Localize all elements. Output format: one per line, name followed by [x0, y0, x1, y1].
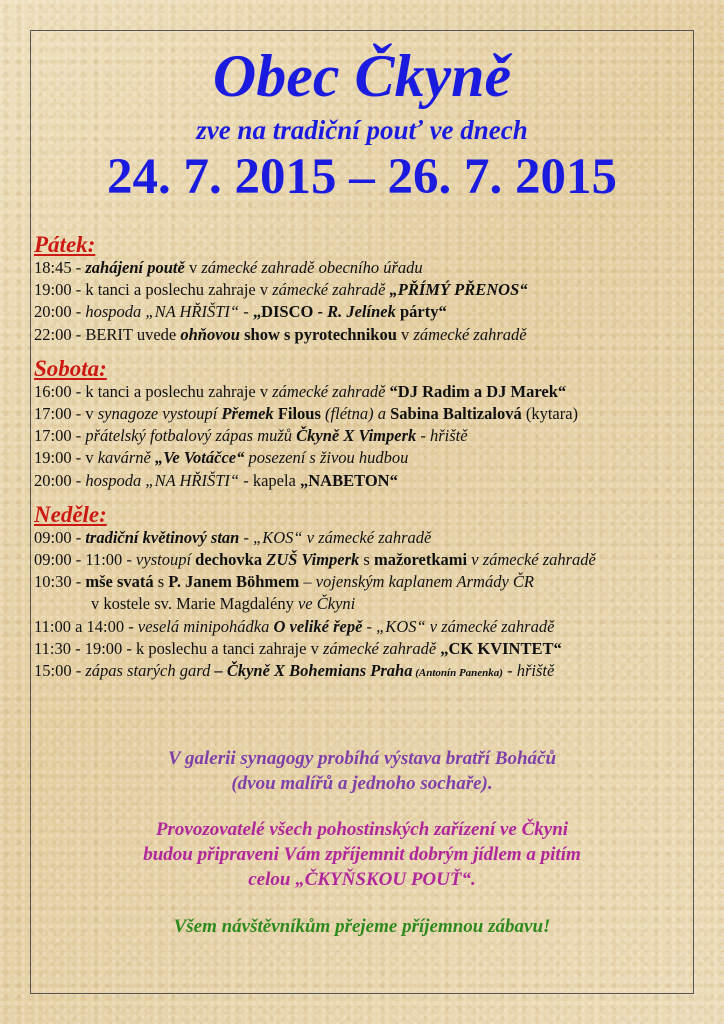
- program-text: mše svatá: [85, 572, 154, 592]
- program-text: 19:00 - v: [34, 448, 98, 468]
- program-text: v: [184, 258, 202, 277]
- program-text: Čkyně X Vimperk: [296, 426, 417, 446]
- program-text: 15:00 -: [34, 661, 86, 681]
- program-text: 10:30 -: [34, 572, 86, 592]
- program-text: dechovka: [195, 550, 263, 570]
- hospitality-notice-line: celou „ČKYŇSKOU POUŤ“.: [248, 869, 476, 890]
- saturday-program: [34, 381, 704, 492]
- hospitality-notice-line: Provozovatelé všech pohostinských zařízení ve Čkyni: [155, 819, 569, 840]
- program-text: -: [239, 302, 253, 322]
- program-text: a: [373, 404, 391, 424]
- program-line: [34, 403, 704, 425]
- program-text: „Ve Votáčce“: [155, 448, 245, 468]
- program-line: [34, 257, 704, 279]
- program-text: Sabina Baltizalová: [390, 404, 522, 424]
- program-text: tradiční květinový stan: [85, 527, 240, 547]
- program-text: v zámecké zahradě: [467, 550, 596, 570]
- program-text: O veliké řepě: [273, 616, 363, 636]
- friday-heading: Pátek:: [34, 232, 96, 257]
- program-line: [34, 425, 704, 447]
- program-text: show s pyrotechnikou: [239, 324, 397, 344]
- sunday-heading: Neděle:: [34, 501, 107, 527]
- program-text: - kapela: [239, 470, 301, 490]
- program-text: „DISCO -: [252, 302, 328, 322]
- program-text: veselá minipohádka: [137, 616, 274, 636]
- program-text: synagoze vystoupí: [97, 404, 222, 424]
- gallery-notice-line: V galerii synagogy probíhá výstava bratří Boháčů: [167, 748, 557, 769]
- program-text: „CK KVINTET“: [436, 638, 562, 658]
- program-text: zápas starých gard: [85, 661, 211, 681]
- program-text: - hřiště: [502, 661, 555, 681]
- program-line: [34, 301, 704, 323]
- sunday-program: [34, 527, 704, 684]
- program-line: [34, 527, 704, 549]
- program: [34, 232, 704, 684]
- program-text: “DJ Radim a DJ Marek“: [385, 381, 567, 401]
- program-text: 20:00 -: [34, 470, 86, 490]
- program-line: [34, 638, 704, 660]
- program-text: Přemek: [221, 404, 274, 424]
- program-text: zámecké zahradě: [322, 638, 437, 658]
- program-text: 11:30 - 19:00 - k poslechu a tanci zahraje v: [34, 638, 323, 658]
- event-dates: 24. 7. 2015 – 26. 7. 2015: [107, 149, 617, 205]
- program-text: mažoretkami: [373, 550, 468, 570]
- program-text: kavárně: [97, 448, 155, 468]
- program-text: – Čkyně X Bohemians Praha: [210, 661, 413, 681]
- program-text: s: [359, 550, 374, 570]
- program-text: – vojenským kaplanem Armády ČR: [299, 572, 534, 592]
- program-text: ohňovou: [180, 324, 240, 344]
- program-line: [34, 660, 704, 684]
- program-text: 11:00 a 14:00 -: [34, 616, 138, 636]
- program-text: (Antonín Panenka): [412, 667, 503, 680]
- program-text: přátelský fotbalový zápas mužů: [85, 426, 297, 446]
- program-line: [34, 470, 704, 492]
- program-line: [34, 549, 704, 571]
- gallery-notice: [0, 746, 724, 796]
- program-text: R. Jelínek: [327, 302, 396, 322]
- program-text: zahájení poutě: [85, 258, 185, 277]
- program-text: 17:00 -: [34, 426, 86, 446]
- page-title: Obec Čkyně: [212, 43, 512, 109]
- program-text: párty“: [395, 302, 447, 322]
- program-text: P. Janem Böhmem: [168, 572, 300, 592]
- program-text: 22:00 -: [34, 324, 86, 344]
- program-line: [34, 616, 704, 638]
- program-text: zámecké zahradě: [413, 324, 527, 344]
- program-line: [34, 381, 704, 403]
- program-text: „NABETON“: [300, 470, 398, 490]
- program-line: [34, 571, 704, 593]
- program-text: zámecké zahradě: [272, 381, 386, 401]
- program-text: zámecké zahradě obecního úřadu: [201, 258, 423, 277]
- program-text: 09:00 - 11:00 -: [34, 550, 137, 570]
- program-text: ZUŠ Vimperk: [262, 550, 360, 570]
- program-text: 19:00 - k tanci a poslechu zahraje v: [34, 280, 273, 300]
- hospitality-notice-line: budou připraveni Vám zpříjemnit dobrým jídlem a pitím: [143, 844, 581, 865]
- program-text: zámecké zahradě: [318, 527, 432, 547]
- program-text: Filous: [273, 404, 321, 424]
- program-text: vystoupí: [136, 550, 196, 570]
- program-text: hospoda „NA HŘIŠTI“: [85, 470, 240, 490]
- gallery-notice-line: (dvou malířů a jednoho sochaře).: [231, 773, 493, 794]
- program-text: 20:00 -: [34, 302, 86, 322]
- hospitality-notice: [0, 817, 724, 892]
- program-text: - hřiště: [416, 426, 468, 446]
- program-text: 18:45 -: [34, 258, 86, 277]
- page-subtitle: zve na tradiční pouť ve dnech: [196, 115, 528, 145]
- program-text: „PŘÍMÝ PŘENOS“: [385, 280, 528, 300]
- program-text: 09:00 -: [34, 527, 86, 547]
- program-text: s: [153, 572, 169, 592]
- program-line: [34, 593, 704, 615]
- program-text: v: [396, 324, 414, 344]
- program-text: - „KOS“ v zámecké zahradě: [362, 616, 555, 636]
- program-text: hospoda „NA HŘIŠTI“: [85, 302, 240, 322]
- program-text: BERIT uvede: [85, 324, 181, 344]
- program-text: - „KOS“ v: [239, 527, 319, 547]
- program-text: (kytara): [521, 404, 579, 424]
- friday-program: [34, 257, 704, 346]
- program-text: posezení s živou hudbou: [244, 448, 409, 468]
- program-text: v kostele sv. Marie Magdalény: [91, 594, 298, 614]
- program-text: (flétna): [320, 404, 374, 424]
- program-text: ve Čkyni: [297, 594, 356, 614]
- program-line: [34, 447, 704, 469]
- program-line: [34, 279, 704, 301]
- program-line: [34, 324, 704, 346]
- program-text: 16:00 - k tanci a poslechu zahraje v: [34, 381, 273, 401]
- closing-wish: Všem návštěvníkům přejeme příjemnou zábavu!: [173, 916, 551, 937]
- saturday-heading: Sobota:: [34, 355, 107, 381]
- program-text: 17:00 - v: [34, 404, 98, 424]
- program-text: zámecké zahradě: [272, 280, 386, 300]
